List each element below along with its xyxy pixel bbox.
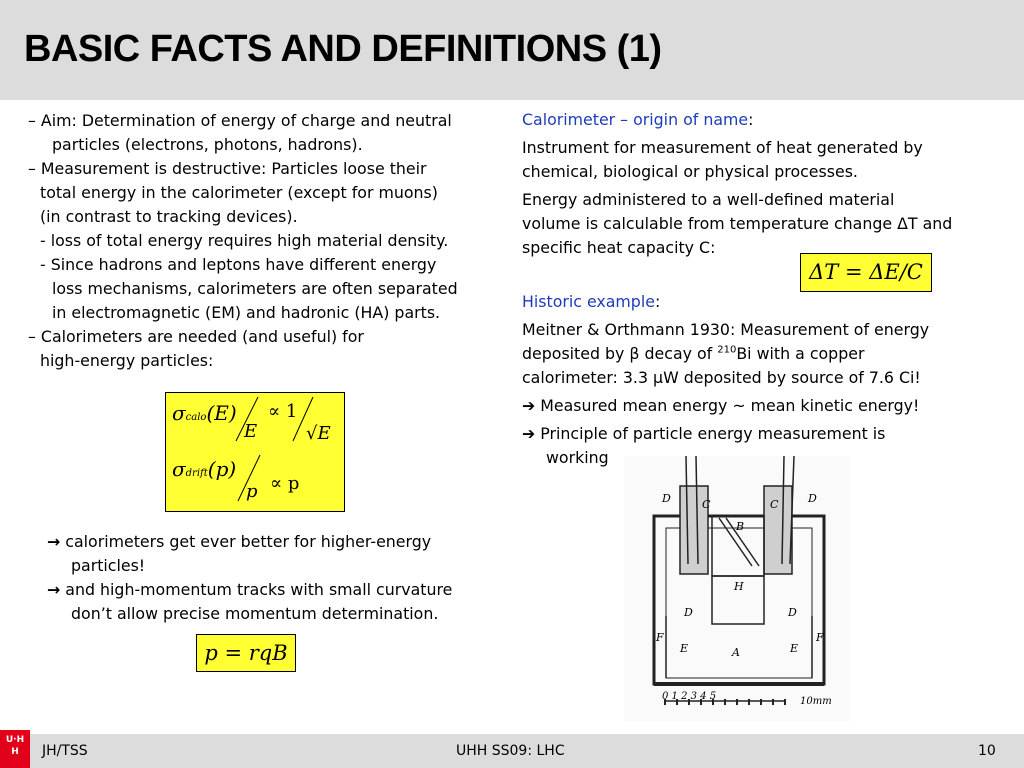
text-line: Measured mean energy ~ mean kinetic energy! bbox=[540, 396, 920, 415]
sigma-symbol: σ bbox=[172, 401, 186, 425]
resolution-formula-box bbox=[165, 392, 345, 512]
diagram-label: B bbox=[736, 520, 745, 533]
drift-subscript: drift bbox=[185, 468, 208, 479]
heat-formula: ΔT = ΔE/C bbox=[809, 260, 923, 284]
text-line: Instrument for measurement of heat generated by bbox=[522, 138, 923, 157]
arrow-icon: ➔ bbox=[522, 396, 536, 415]
text-line: and high-momentum tracks with small curvature bbox=[65, 580, 453, 599]
logo-text: H bbox=[11, 747, 19, 757]
footer-bar bbox=[0, 734, 1024, 768]
text-line: in electromagnetic (EM) and hadronic (HA) parts. bbox=[52, 303, 441, 322]
diagram-label: H bbox=[734, 580, 744, 593]
section-heading: Historic example bbox=[522, 292, 655, 311]
diagram-label: F bbox=[816, 631, 824, 644]
text-line: Meitner & Orthmann 1930: Measurement of energy bbox=[522, 320, 930, 339]
text-line: – Measurement is destructive: Particles loose their bbox=[28, 159, 427, 178]
text-line: working bbox=[546, 448, 609, 467]
diagram-label: A bbox=[732, 646, 740, 659]
text-line: calorimeters get ever better for higher-energy bbox=[65, 532, 432, 551]
slide-title: BASIC FACTS AND DEFINITIONS (1) bbox=[24, 28, 662, 70]
logo-text: U·H bbox=[5, 735, 25, 745]
text-line: - loss of total energy requires high material density. bbox=[40, 231, 449, 250]
energy-denominator: E bbox=[244, 421, 258, 442]
momentum-denominator: p bbox=[246, 481, 258, 502]
momentum-formula: p = rqB bbox=[204, 641, 288, 665]
left-column bbox=[28, 109, 513, 373]
arrow-icon: → bbox=[47, 532, 61, 551]
text-line: specific heat capacity C: bbox=[522, 238, 716, 257]
diagram-label: C bbox=[702, 498, 711, 511]
proportional-p: ∝ p bbox=[270, 473, 300, 494]
energy-argument: (E) bbox=[206, 401, 237, 425]
heat-formula-box bbox=[800, 253, 932, 292]
proportional-one: ∝ 1 bbox=[268, 401, 298, 422]
text-line: – Calorimeters are needed (and useful) for bbox=[28, 327, 364, 346]
text-line: loss mechanisms, calorimeters are often separated bbox=[52, 279, 458, 298]
diagram-label: F bbox=[656, 631, 664, 644]
sigma-symbol: σ bbox=[172, 457, 186, 481]
text-line: Energy administered to a well-defined material bbox=[522, 190, 895, 209]
text-line: particles! bbox=[71, 556, 146, 575]
sqrt-energy: √E bbox=[306, 423, 331, 444]
arrow-icon: ➔ bbox=[522, 424, 536, 443]
text-fragment: Bi with a copper bbox=[736, 344, 865, 363]
diagram-label: D bbox=[788, 606, 797, 619]
university-logo bbox=[0, 730, 30, 768]
scale-unit: 10mm bbox=[800, 696, 832, 707]
text-line: volume is calculable from temperature change ΔT and bbox=[522, 214, 953, 233]
footer-author: JH/TSS bbox=[42, 743, 88, 759]
scale-numbers: 0 1 2 3 4 5 bbox=[662, 691, 717, 702]
text-fragment: deposited by β decay of bbox=[522, 344, 718, 363]
text-line: total energy in the calorimeter (except for muons) bbox=[40, 183, 438, 202]
text-line: high-energy particles: bbox=[40, 351, 214, 370]
momentum-formula-box bbox=[196, 634, 296, 672]
diagram-label: D bbox=[684, 606, 693, 619]
title-bar bbox=[0, 0, 1024, 100]
text-line: particles (electrons, photons, hadrons). bbox=[52, 135, 363, 154]
text-line: don’t allow precise momentum determination. bbox=[71, 604, 439, 623]
arrow-icon: → bbox=[47, 580, 61, 599]
diagram-label: D bbox=[808, 492, 817, 505]
section-heading: Calorimeter – origin of name bbox=[522, 110, 749, 129]
text-line: chemical, biological or physical processes. bbox=[522, 162, 858, 181]
calorimeter-diagram bbox=[624, 456, 850, 721]
diagram-label: C bbox=[770, 498, 779, 511]
page-number: 10 bbox=[978, 743, 996, 759]
momentum-argument: (p) bbox=[207, 457, 237, 481]
right-column: Calorimeter – origin of name: Instrument for measurement of heat generated by chemical, biological or physical processes. Energy administered to a well-defined material volume is calculable from temperature change ΔT and specific heat capacity C: Historic example: Meitner & Orthmann 1930: Measurement of energy deposited by β decay of $^{210}$Bi with a copper calorimeter: 3.3 μW deposited by source of 7.6 Ci! ➔ Measured mean energy ~ mean kinetic energy! ➔ Principle of particle energy measurement is working bbox=[522, 108, 1012, 470]
text-line: Principle of particle energy measurement is bbox=[540, 424, 886, 443]
text-line: calorimeter: 3.3 μW deposited by source of 7.6 Ci! bbox=[522, 368, 921, 387]
text-line: - Since hadrons and leptons have different energy bbox=[40, 255, 437, 274]
diagram-label: D bbox=[662, 492, 671, 505]
isotope-superscript: 210 bbox=[717, 344, 737, 356]
text-line: – Aim: Determination of energy of charge and neutral bbox=[28, 111, 452, 130]
diagram-label: E bbox=[790, 642, 799, 655]
calo-subscript: calo bbox=[185, 412, 207, 423]
arrow-notes bbox=[47, 530, 517, 626]
text-line: (in contrast to tracking devices). bbox=[40, 207, 298, 226]
footer-course: UHH SS09: LHC bbox=[456, 743, 565, 759]
diagram-label: E bbox=[680, 642, 689, 655]
